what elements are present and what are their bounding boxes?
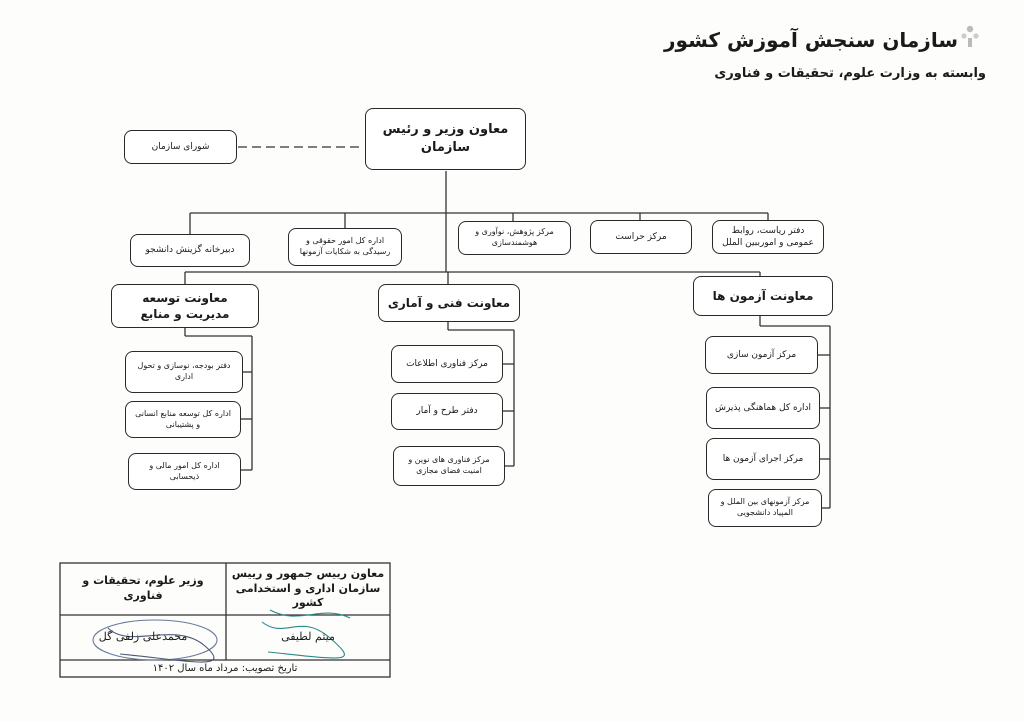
staff-unit-box: مرکز پژوهش، نوآوری و هوشمندسازی [458,221,571,255]
head-box: معاون وزیر و رئیس سازمان [365,108,526,170]
approver-left-signature: محمدعلی زلفی گل [98,629,188,643]
staff-unit-box: دبیرخانه گزینش دانشجو [130,234,250,267]
approver-left-title: وزیر علوم، تحقیقات و فناوری [82,574,204,602]
unit-box: اداره کل هماهنگی پذیرش [706,387,820,429]
org-subtitle: وابسته به وزارت علوم، تحقیقات و فناوری [714,66,986,81]
deputy-box: معاونت فنی و آماری [378,284,520,322]
deputy-box: معاونت توسعه مدیریت و منابع [111,284,259,328]
staff-unit-box: مرکز حراست [590,220,692,254]
unit-box: مرکز فناوری های نوین و امنیت فضای مجازی [393,446,505,486]
unit-box: دفتر بودجه، نوسازی و تحول اداری [125,351,243,393]
staff-unit-box: دفتر ریاست، روابط عمومی و امورببین الملل [712,220,824,254]
unit-box: اداره کل توسعه منابع انسانی و پشتیبانی [125,401,241,438]
approval-date: تاریخ تصویب: مرداد ماه سال ۱۴۰۲ [152,662,298,674]
staff-unit-box: اداره کل امور حقوقی و رسیدگی به شکایات آزمونها [288,228,402,266]
unit-box: مرکز آزمون سازی [705,336,818,374]
unit-box: مرکز فناوری اطلاعات [391,345,503,383]
unit-box: اداره کل امور مالی و ذیحسابی [128,453,241,490]
org-title: سازمان سنجش آموزش کشور [664,28,958,52]
unit-box: مرکز آزمونهای بین الملل و المپیاد دانشجویی [708,489,822,527]
unit-box: مرکز اجرای آزمون ها [706,438,820,480]
council-box: شورای سازمان [124,130,237,164]
approver-right-signature: میثم لطیفی [281,629,335,643]
deputy-box: معاونت آزمون ها [693,276,833,316]
approver-right-title: معاون رییس جمهور و رییس سازمان اداری و استخدامی کشور [231,566,385,610]
unit-box: دفتر طرح و آمار [391,393,503,430]
